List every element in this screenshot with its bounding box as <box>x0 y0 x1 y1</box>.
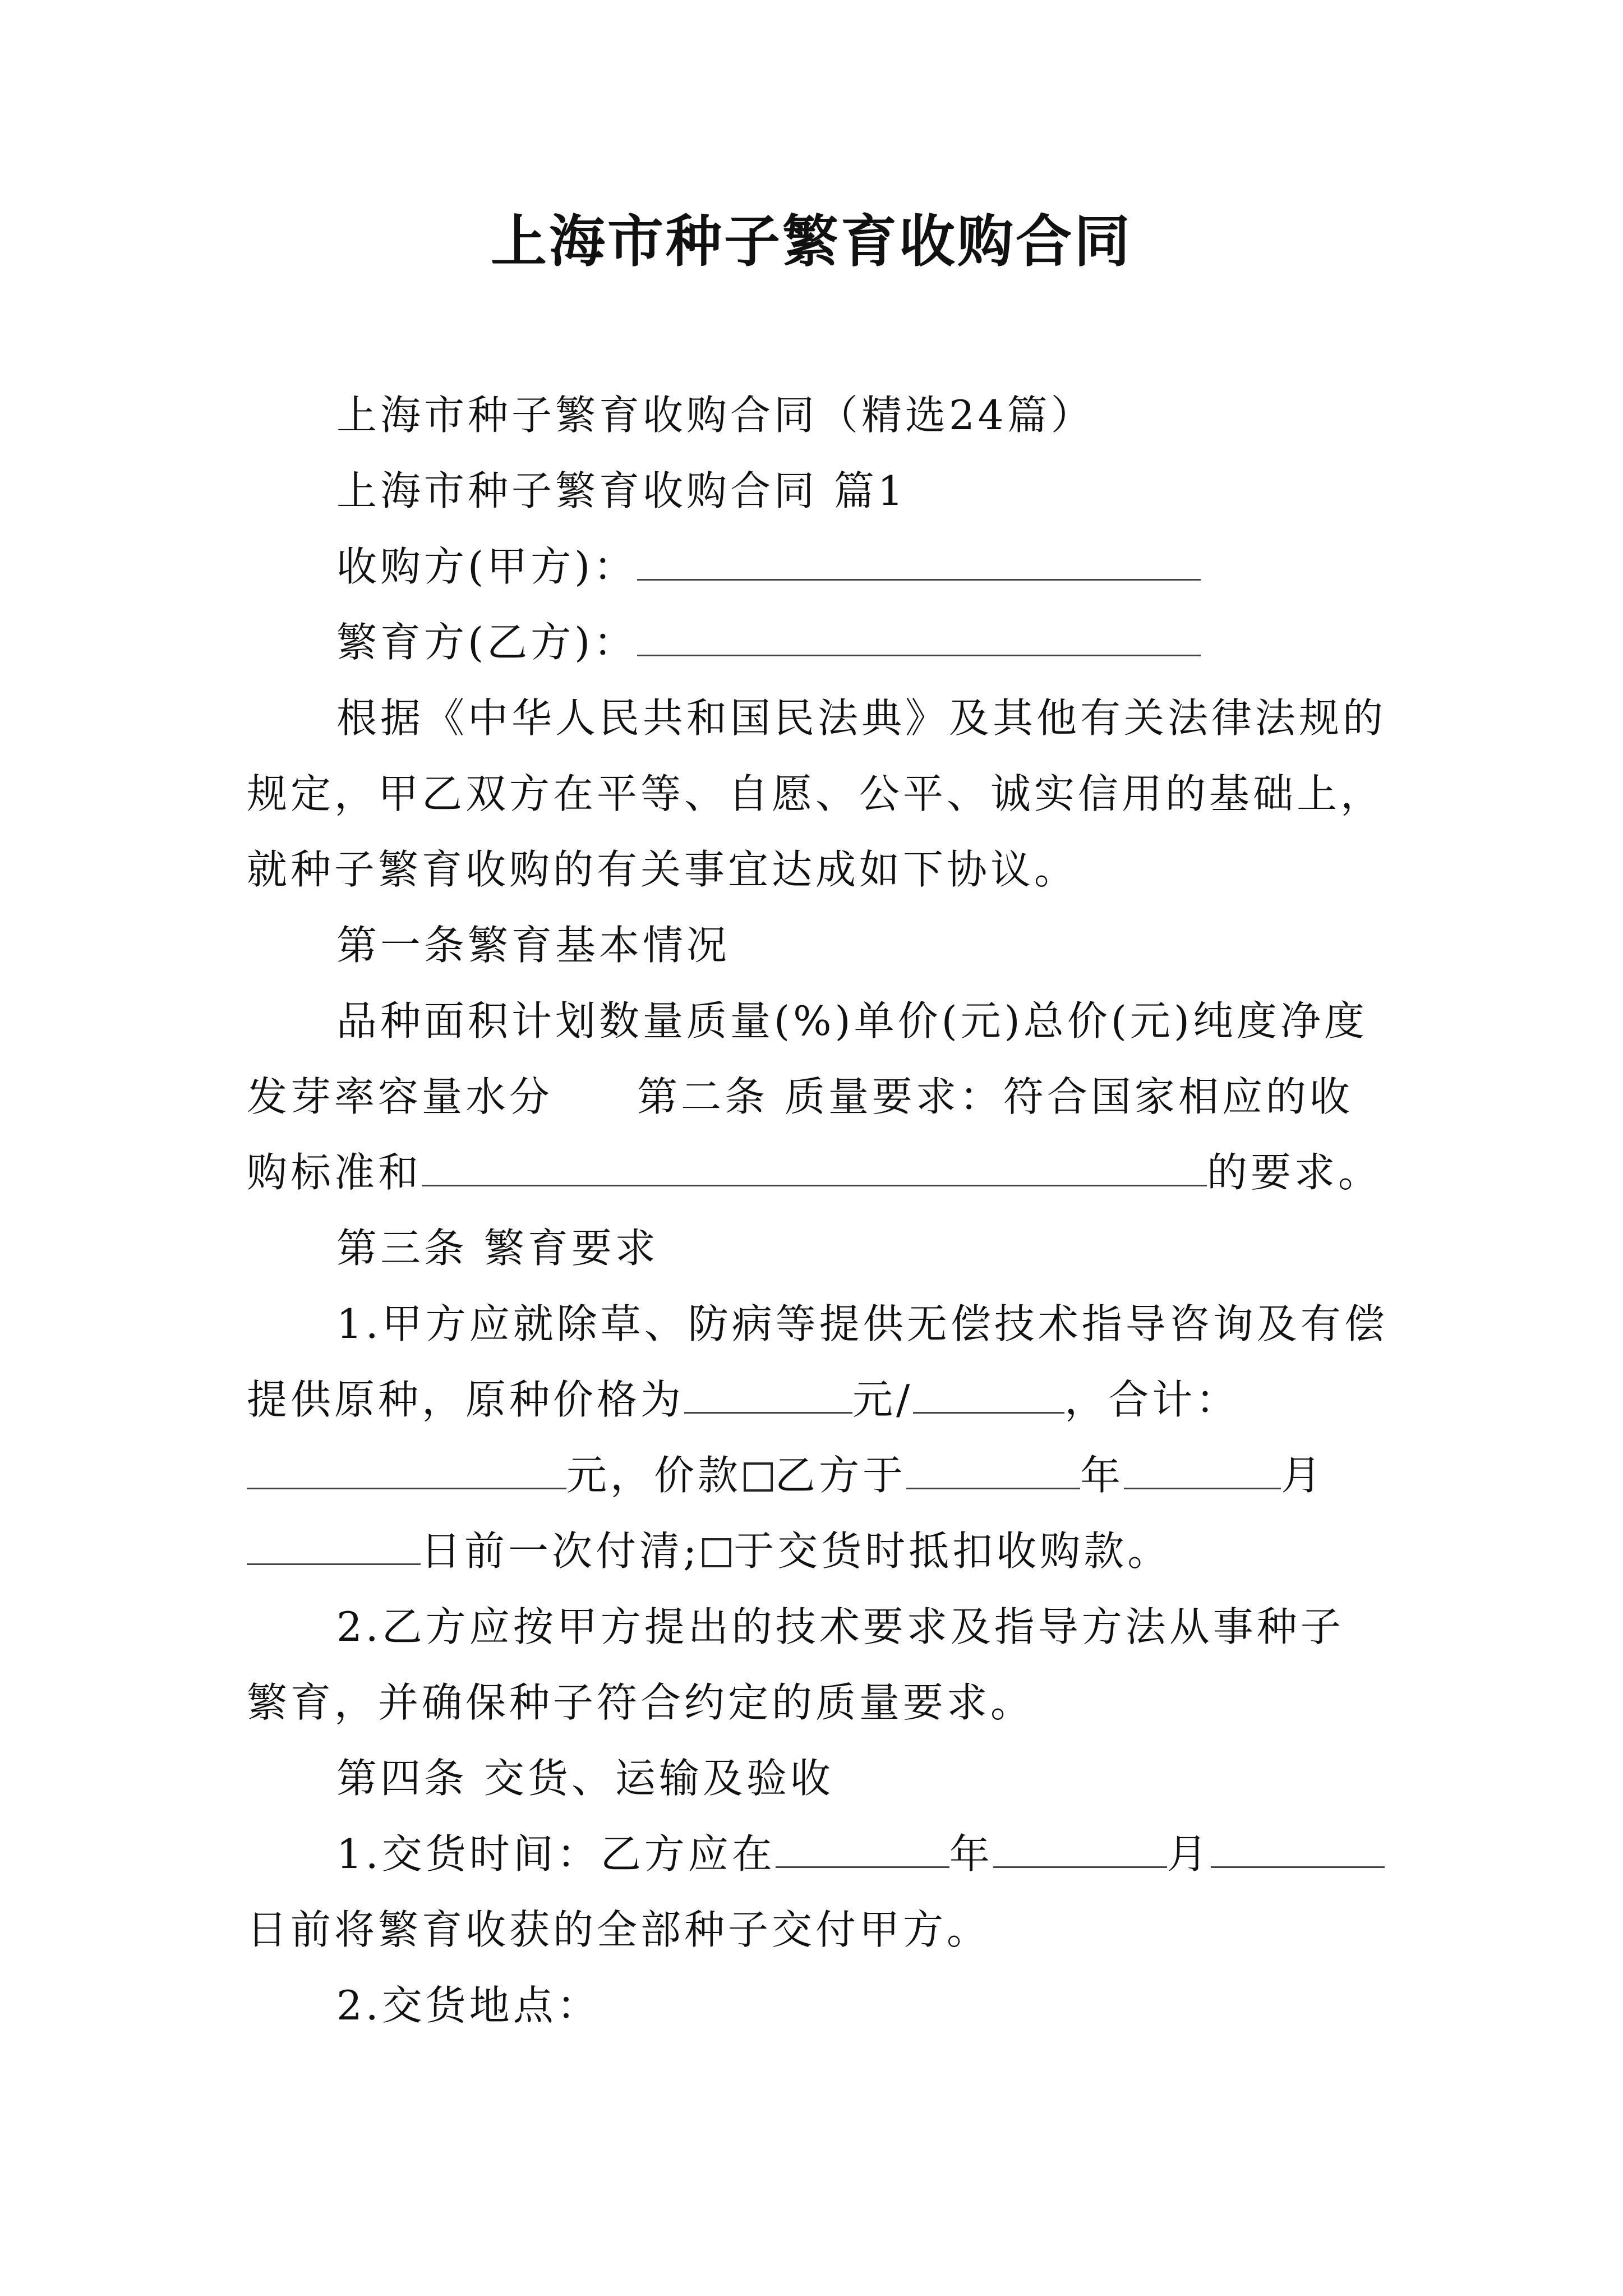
seed-price-blank[interactable] <box>684 1373 852 1414</box>
article-1-2-combined-line <box>247 1069 1353 1125</box>
delivery-time-label: 1.交货时间：乙方应在 <box>336 1830 776 1878</box>
checkbox-breeder-pays[interactable] <box>744 1462 773 1492</box>
total-amount-blank[interactable] <box>247 1448 566 1489</box>
delivery-day-blank[interactable] <box>1211 1827 1385 1868</box>
preamble-line-3: 就种子繁育收购的有关事宜达成如下协议。 <box>247 846 1078 893</box>
buyer-field-row <box>336 539 1201 595</box>
article-4-item-2: 2.交货地点： <box>336 1982 601 2029</box>
month-label: 月 <box>1281 1452 1325 1499</box>
year-label: 年 <box>1080 1452 1124 1499</box>
article-3-item-1-line-3 <box>247 1447 1325 1503</box>
article-2-text-a: 购标准和 <box>247 1149 422 1196</box>
preamble-line-1: 根据《中华人民共和国民法典》及其他有关法律法规的 <box>336 694 1387 742</box>
deduct-label: 于交货时抵扣收购款。 <box>734 1527 1172 1575</box>
article-3-heading: 第三条 繁育要求 <box>336 1225 659 1272</box>
article-3-item-2-line-1: 2.乙方应按甲方提出的技术要求及指导方法从事种子 <box>336 1603 1344 1650</box>
article-1-table-header-line: 品种面积计划数量质量(%)单价(元)总价(元)纯度净度 <box>336 997 1368 1045</box>
total-label: ，合计： <box>1064 1376 1240 1423</box>
article-3-item-1-line-4 <box>247 1523 1171 1579</box>
checkbox-deduct-on-delivery[interactable] <box>702 1538 731 1567</box>
delivery-year-blank[interactable] <box>776 1827 949 1868</box>
pay-month-blank[interactable] <box>1124 1448 1281 1489</box>
preamble-line-2: 规定，甲乙双方在平等、自愿、公平、诚实信用的基础上， <box>247 770 1385 817</box>
article-3-item-1-line-2 <box>247 1372 1239 1428</box>
article-3-item-2-line-2: 繁育，并确保种子符合约定的质量要求。 <box>247 1679 1035 1726</box>
payment-label: 元，价款 <box>566 1452 742 1499</box>
buyer-name-blank[interactable] <box>637 540 1201 581</box>
buyer-label: 收购方(甲方)： <box>336 543 638 590</box>
delivery-year-label: 年 <box>949 1830 993 1878</box>
article-4-item-1-line-2: 日前将繁育收获的全部种子交付甲方。 <box>247 1906 991 1953</box>
breeder-pay-label: 乙方于 <box>775 1452 907 1499</box>
one-time-pay-label: 日前一次付清; <box>421 1527 700 1575</box>
unit-blank[interactable] <box>913 1373 1064 1414</box>
delivery-month-label: 月 <box>1166 1830 1211 1878</box>
delivery-month-blank[interactable] <box>993 1827 1167 1868</box>
section-heading: 上海市种子繁育收购合同 篇1 <box>336 467 907 514</box>
document-title: 上海市种子繁育收购合同 <box>491 208 1132 274</box>
breeder-label: 繁育方(乙方)： <box>336 619 638 666</box>
quality-standard-blank[interactable] <box>422 1145 1207 1186</box>
pay-day-blank[interactable] <box>247 1524 421 1565</box>
unit-label: 元/ <box>852 1376 914 1423</box>
breeder-field-row <box>336 614 1201 670</box>
breeder-name-blank[interactable] <box>637 615 1201 656</box>
article-1-heading: 第一条繁育基本情况 <box>336 922 731 969</box>
document-subtitle: 上海市种子繁育收购合同（精选24篇） <box>336 392 1095 439</box>
article-2-heading: 第二条 质量要求：符合国家相应的收 <box>637 1073 1353 1120</box>
article-2-line <box>247 1144 1382 1200</box>
article-1-table-header-cont: 发芽率容量水分 <box>247 1073 554 1120</box>
seed-price-label: 提供原种，原种价格为 <box>247 1376 685 1423</box>
article-2-text-b: 的要求。 <box>1207 1149 1382 1196</box>
article-4-item-1-line-1 <box>336 1826 1385 1882</box>
article-4-heading: 第四条 交货、运输及验收 <box>336 1755 834 1802</box>
article-3-item-1-line-1: 1.甲方应就除草、防病等提供无偿技术指导咨询及有偿 <box>336 1300 1388 1347</box>
pay-year-blank[interactable] <box>906 1448 1080 1489</box>
